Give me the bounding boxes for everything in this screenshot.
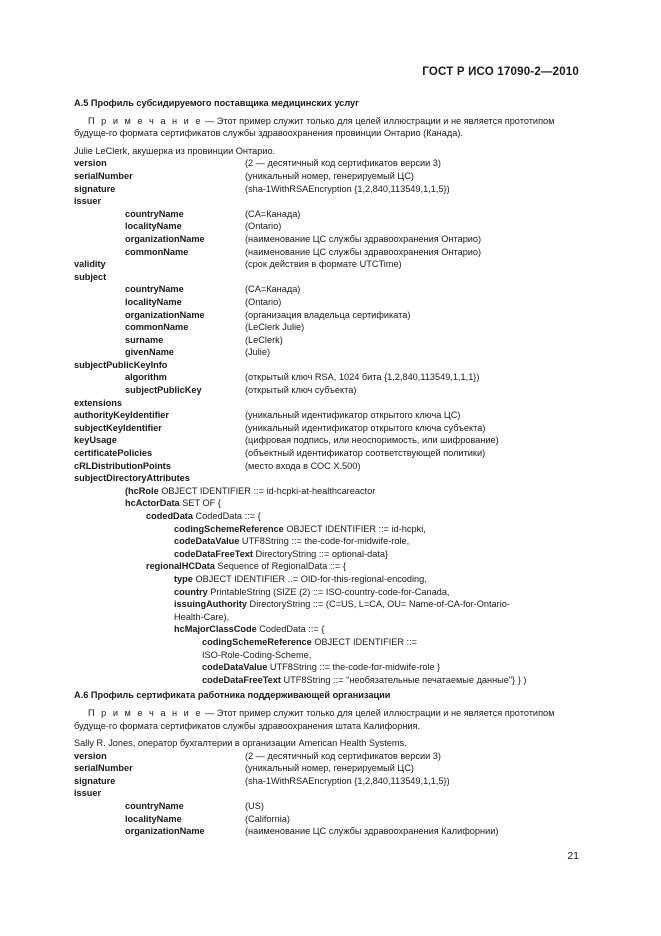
field-row [74, 271, 584, 284]
field-row [74, 233, 584, 246]
field-row [74, 384, 584, 397]
field-value: (LeClerk Julie) [245, 322, 305, 333]
field-value: (Ontario) [245, 221, 282, 232]
section-a5-code [74, 485, 584, 687]
field-value: (открытый ключ RSA, 1024 бита {1,2,840,113549,1,1,1}) [245, 372, 480, 383]
note-label: П р и м е ч а н и е [88, 707, 203, 718]
field-row [74, 258, 584, 271]
field-key: keyUsage [74, 435, 117, 446]
field-key: localityName [125, 813, 182, 824]
field-key: validity [74, 259, 106, 270]
field-value: (цифровая подпись, или неоспоримость, или шифрование) [245, 435, 499, 446]
code-text: PrintableString (SIZE (2) ::= ISO-country-code-for-Canada, [207, 586, 450, 597]
field-row [74, 750, 584, 763]
field-key: organizationName [125, 233, 205, 244]
code-keyword: country [174, 586, 208, 597]
code-line [74, 548, 584, 561]
field-row [74, 157, 584, 170]
section-a5-note [60, 115, 584, 140]
field-key: algorithm [125, 372, 167, 383]
code-line [74, 636, 584, 649]
field-key: organizationName [125, 826, 205, 837]
code-keyword: codeDataFreeText [174, 548, 253, 559]
field-value: (2 — десятичный код сертификатов версии 3) [245, 158, 441, 169]
code-keyword: hcMajorClassCode [174, 624, 257, 635]
field-key: issuer [74, 788, 102, 799]
note-text: — Этот пример служит только для целей иллюстрации и не является прототипом будуще-го формата сертификатов службы здравоохранения штата Калифорния. [74, 707, 555, 731]
field-key: cRLDistributionPoints [74, 460, 171, 471]
code-text: OBJECT IDENTIFIER ::= id-hcpki-at-healthcareactor [158, 485, 376, 496]
field-key: commonName [125, 246, 189, 257]
field-key: givenName [125, 347, 175, 358]
code-line [74, 598, 584, 611]
code-keyword: (hcRole [125, 485, 159, 496]
field-value: (sha-1WithRSAEncryption {1,2,840,113549,1,1,5}) [245, 183, 450, 194]
field-row [74, 296, 584, 309]
field-value: (Julie) [245, 347, 271, 358]
field-row [74, 460, 584, 473]
field-row [74, 309, 584, 322]
field-row [74, 422, 584, 435]
field-row [74, 434, 584, 447]
field-row [74, 183, 584, 196]
code-line [74, 623, 584, 636]
section-a5-fields [74, 157, 584, 484]
field-key: commonName [125, 322, 189, 333]
page-number: 21 [567, 850, 579, 862]
code-text: OBJECT IDENTIFIER ::= id-hcpki, [283, 523, 426, 534]
code-keyword: codeDataFreeText [202, 674, 281, 685]
field-value: (место входа в СОС X.500) [245, 460, 361, 471]
field-value: (CA=Канада) [245, 284, 301, 295]
field-row [74, 762, 584, 775]
field-value: (наименование ЦС службы здравоохранения Калифорнии) [245, 826, 499, 837]
field-value: (срок действия в формате UTCTime) [245, 259, 402, 270]
code-text: Sequence of RegionalData ::= { [214, 561, 346, 572]
field-row [74, 472, 584, 485]
field-row [74, 813, 584, 826]
code-text: UTF8String ::= the-code-for-midwife-role, [239, 536, 410, 547]
code-line [74, 661, 584, 674]
field-key: serialNumber [74, 170, 133, 181]
code-keyword: codeDataValue [202, 662, 268, 673]
code-text: UTF8String ::= the-code-for-midwife-role } [267, 662, 441, 673]
field-row [74, 775, 584, 788]
field-key: authorityKeyIdentifier [74, 410, 169, 421]
field-value: (sha-1WithRSAEncryption {1,2,840,113549,1,1,5}) [245, 775, 450, 786]
field-key: subjectDirectoryAttributes [74, 473, 190, 484]
code-line [74, 611, 584, 624]
field-key: version [74, 750, 107, 761]
field-key: organizationName [125, 309, 205, 320]
section-a5-title: А.5 Профиль субсидируемого поставщика медицинских услуг [74, 98, 359, 108]
code-line [74, 586, 584, 599]
code-text: CodedData ::= { [192, 511, 261, 521]
field-row [74, 334, 584, 347]
section-a5-intro: Julie LeClerk, акушерка из провинции Онтарио. [74, 145, 276, 156]
code-text: DirectoryString ::= optional-data} [252, 548, 389, 559]
field-key: certificatePolicies [74, 448, 153, 459]
field-row [74, 346, 584, 359]
code-text: UTF8String ::= "необязательные печатаемые данные"} } ) [280, 674, 527, 685]
code-keyword: hcActorData [125, 498, 180, 509]
field-value: (Ontario) [245, 296, 282, 307]
field-key: serialNumber [74, 763, 133, 774]
field-row [74, 800, 584, 813]
field-value: (наименование ЦС службы здравоохранения Онтарио) [245, 246, 482, 257]
field-value: (California) [245, 813, 290, 824]
code-text: OBJECT IDENTIFIER ::= [311, 636, 418, 647]
code-line [74, 535, 584, 548]
field-key: version [74, 158, 107, 169]
field-value: (объектный идентификатор соответствующей политики) [245, 448, 486, 459]
field-key: countryName [125, 208, 184, 219]
section-a6-title: А.6 Профиль сертификата работника поддерживающей организации [74, 690, 391, 701]
field-value: (2 — десятичный код сертификатов версии 3) [245, 750, 441, 761]
field-row [74, 359, 584, 372]
code-keyword: codingSchemeReference [202, 636, 312, 647]
code-line [74, 573, 584, 586]
field-key: countryName [125, 284, 184, 295]
field-value: (уникальный номер, генерируемый ЦС) [245, 170, 414, 181]
field-key: extensions [74, 397, 122, 408]
field-row [74, 283, 584, 296]
field-key: surname [125, 334, 164, 345]
code-text: DirectoryString ::= (C=US, L=CA, OU= Name-of-CA-for-Ontario- [247, 599, 510, 610]
code-keyword: issuingAuthority [174, 599, 247, 610]
document-header-id: ГОСТ Р ИСО 17090-2—2010 [422, 66, 579, 78]
field-key: localityName [125, 296, 182, 307]
code-text: ISO-Role-Coding-Scheme, [202, 649, 312, 660]
field-row [74, 246, 584, 259]
code-text: SET OF { [179, 498, 221, 509]
code-keyword: codingSchemeReference [174, 523, 284, 534]
field-row [74, 321, 584, 334]
field-value: (US) [245, 801, 264, 812]
field-row [74, 170, 584, 183]
field-row [74, 825, 584, 838]
field-value: (наименование ЦС службы здравоохранения Онтарио) [245, 233, 482, 244]
code-text: OBJECT IDENTIFIER ..= OID-for-this-regional-encoding, [192, 573, 427, 584]
field-value: (открытый ключ субъекта) [245, 385, 357, 396]
field-value: (уникальный номер, генерируемый ЦС) [245, 763, 414, 774]
page-content [74, 96, 584, 838]
section-a6-intro: Sally R. Jones, оператор бухгалтерии в организации American Health Systems. [74, 738, 407, 749]
code-text: CodedData ::= { [256, 624, 325, 635]
field-row [74, 447, 584, 460]
field-value: (уникальный идентификатор открытого ключа ЦС) [245, 410, 461, 421]
code-line [74, 560, 584, 573]
field-key: subjectPublicKeyInfo [74, 359, 168, 370]
field-key: signature [74, 775, 116, 786]
field-row [74, 208, 584, 221]
field-key: subjectPublicKey [125, 385, 202, 396]
field-value: (CA=Канада) [245, 208, 301, 219]
code-keyword: type [174, 573, 193, 584]
section-a6-note [60, 707, 584, 732]
code-line [74, 523, 584, 536]
note-label: П р и м е ч а н и е [88, 115, 203, 126]
code-keyword: codeDataValue [174, 536, 240, 547]
field-value: (организация владельца сертификата) [245, 309, 411, 320]
code-line [74, 497, 584, 510]
field-value: (LeClerk) [245, 334, 283, 345]
code-line [74, 674, 584, 687]
field-row [74, 195, 584, 208]
code-line [74, 510, 584, 523]
field-row [74, 409, 584, 422]
field-row [74, 397, 584, 410]
field-key: countryName [125, 801, 184, 812]
code-line [74, 485, 584, 498]
field-row [74, 787, 584, 800]
field-value: (уникальный идентификатор открытого ключа субъекта) [245, 422, 486, 433]
field-row [74, 371, 584, 384]
code-keyword: regionalHCData [146, 561, 215, 572]
code-keyword: codedData [146, 511, 193, 521]
field-key: issuer [74, 196, 102, 207]
section-a6-fields [74, 750, 584, 838]
code-line [74, 649, 584, 662]
field-key: subject [74, 271, 107, 282]
field-row [74, 220, 584, 233]
field-key: subjectKeyIdentifier [74, 422, 162, 433]
field-key: signature [74, 183, 116, 194]
field-key: localityName [125, 221, 182, 232]
note-text: — Этот пример служит только для целей иллюстрации и не является прототипом будуще-го формата сертификатов службы здравоохранения провинции Онтарио (Канада). [74, 115, 555, 139]
code-text: Health-Care), [174, 611, 230, 622]
